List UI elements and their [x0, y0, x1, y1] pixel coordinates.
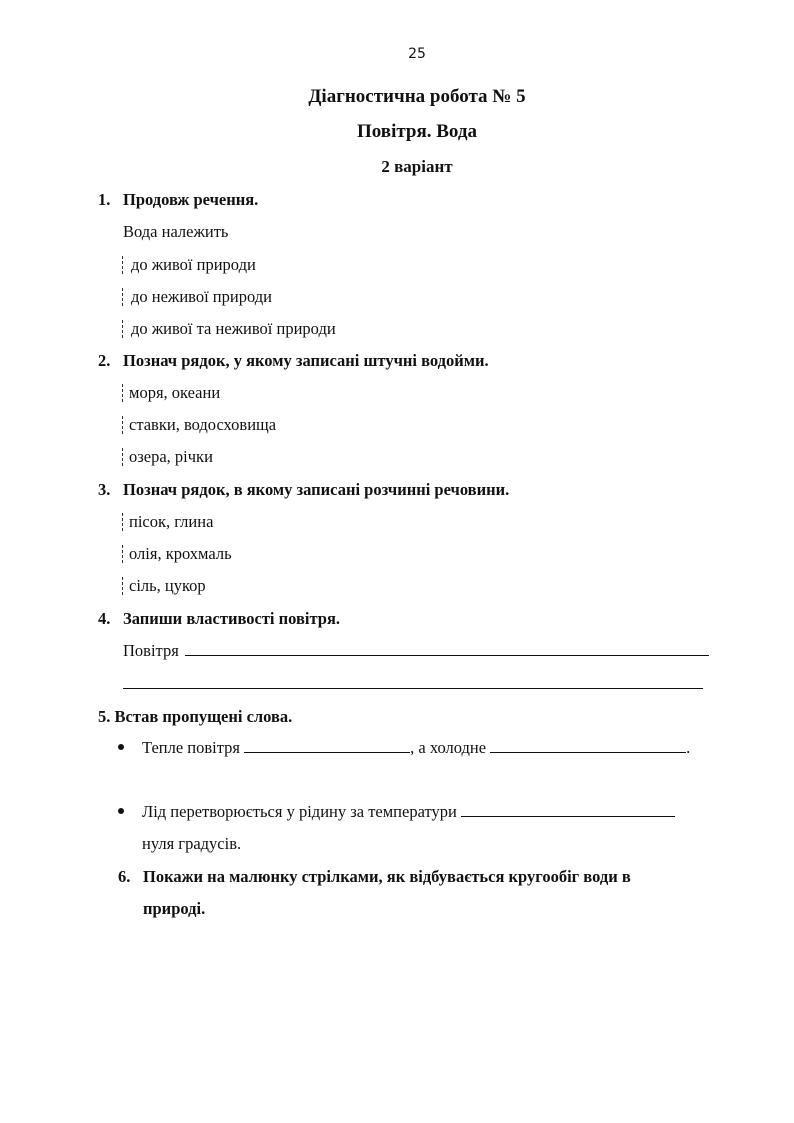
option-label: до живої та неживої природи: [131, 319, 336, 338]
question-number: 1.: [98, 190, 111, 209]
item-text: .: [686, 738, 691, 757]
bullet-icon: [118, 808, 124, 814]
question-1-option-1[interactable]: [122, 255, 256, 275]
answer-blank[interactable]: [490, 738, 686, 753]
option-label: озера, річки: [129, 447, 213, 466]
question-4-lead: Повітря: [123, 641, 179, 660]
question-2-option-3[interactable]: [122, 447, 213, 467]
question-2-option-1[interactable]: [122, 383, 220, 403]
checkbox-icon[interactable]: [122, 384, 123, 402]
question-text: Продовж речення.: [123, 190, 259, 209]
question-2-option-2[interactable]: [122, 415, 276, 435]
option-label: олія, крохмаль: [129, 544, 232, 563]
question-5-item-2: [118, 802, 675, 822]
option-label: до живої природи: [131, 255, 256, 274]
question-6: [118, 867, 631, 887]
page-subtitle: Повітря. Вода: [357, 121, 477, 142]
question-3-option-2[interactable]: [122, 544, 232, 564]
option-label: ставки, водосховища: [129, 415, 277, 434]
question-text: Запиши властивості повітря.: [123, 609, 341, 628]
checkbox-icon[interactable]: [122, 577, 123, 595]
item-text: Лід перетворюється у рідину за температури: [142, 802, 457, 821]
question-4-answer-line-1: [123, 641, 709, 661]
checkbox-icon[interactable]: [122, 448, 123, 466]
checkbox-icon[interactable]: [122, 288, 123, 306]
question-1-option-3[interactable]: [122, 319, 336, 339]
option-label: сіль, цукор: [129, 576, 206, 595]
item-text: Тепле повітря: [142, 738, 240, 757]
question-1-lead: Вода належить: [123, 222, 229, 241]
question-6-continued: природі.: [143, 899, 206, 918]
page-number: 25: [408, 46, 426, 62]
checkbox-icon[interactable]: [122, 545, 123, 563]
option-label: до неживої природи: [131, 287, 272, 306]
checkbox-icon[interactable]: [122, 256, 123, 274]
question-text: Познач рядок, у якому записані штучні водойми.: [123, 351, 489, 370]
question-1-option-2[interactable]: [122, 287, 272, 307]
page-title: Діагностична робота № 5: [308, 86, 526, 107]
question-3: [98, 480, 509, 500]
question-5: [98, 707, 292, 727]
question-number: 3.: [98, 480, 111, 499]
answer-blank[interactable]: [185, 641, 709, 656]
item-text: , а холодне: [410, 738, 487, 757]
question-text: Познач рядок, в якому записані розчинні речовини.: [123, 480, 510, 499]
answer-blank[interactable]: [123, 674, 703, 689]
variant-label: 2 варіант: [381, 157, 453, 176]
checkbox-icon[interactable]: [122, 513, 123, 531]
question-5-item-2-continued: нуля градусів.: [142, 834, 242, 853]
question-2: [98, 351, 489, 371]
question-3-option-1[interactable]: [122, 512, 213, 532]
option-label: пісок, глина: [129, 512, 214, 531]
answer-blank[interactable]: [244, 738, 410, 753]
question-number: 6.: [118, 867, 131, 886]
question-text: Покажи на малюнку стрілками, як відбувається кругообіг води в: [143, 867, 631, 886]
checkbox-icon[interactable]: [122, 416, 123, 434]
answer-blank[interactable]: [461, 802, 675, 817]
question-4: [98, 609, 340, 629]
question-1: [98, 190, 258, 210]
option-label: моря, океани: [129, 383, 221, 402]
bullet-icon: [118, 744, 124, 750]
question-3-option-3[interactable]: [122, 576, 206, 596]
question-number: 4.: [98, 609, 111, 628]
question-4-answer-line-2: [123, 674, 703, 694]
question-text: 5. Встав пропущені слова.: [98, 707, 293, 726]
question-number: 2.: [98, 351, 111, 370]
question-5-item-1: [118, 738, 690, 758]
checkbox-icon[interactable]: [122, 320, 123, 338]
